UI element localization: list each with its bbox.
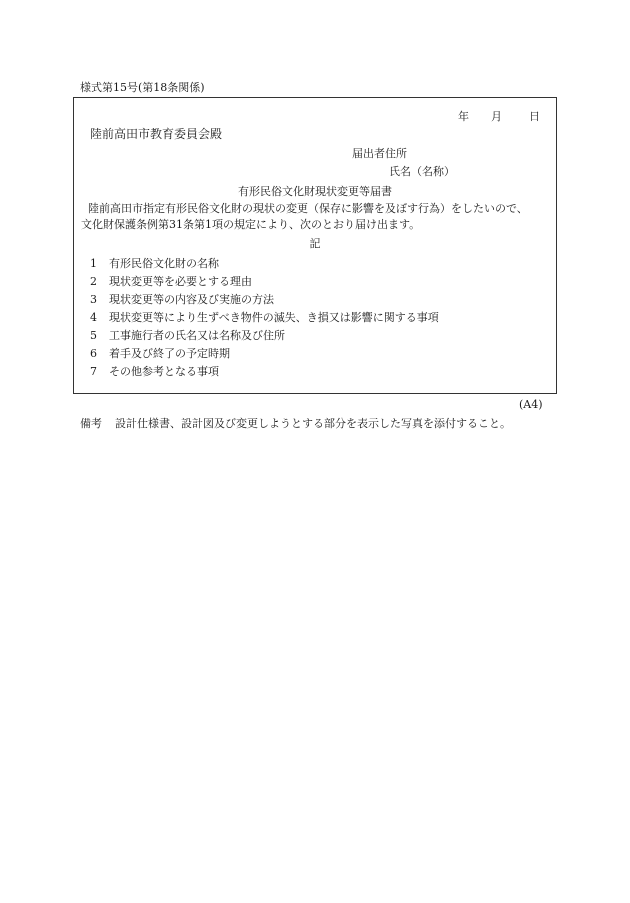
document-title: 有形民俗文化財現状変更等届書 bbox=[238, 185, 392, 198]
item-text: 現状変更等の内容及び実施の方法 bbox=[109, 293, 274, 306]
paper-size-note: (A4) bbox=[519, 398, 543, 411]
remarks-label: 備考 bbox=[80, 417, 102, 430]
date-day-label: 日 bbox=[529, 110, 540, 123]
body-text-line-1: 陸前高田市指定有形民俗文化財の現状の変更（保存に影響を及ぼす行為）をしたいので、 bbox=[88, 202, 528, 215]
list-item bbox=[90, 330, 285, 341]
item-number: 5 bbox=[90, 329, 97, 342]
item-text: 着手及び終了の予定時期 bbox=[109, 347, 230, 360]
addressee: 陸前高田市教育委員会殿 bbox=[90, 127, 223, 141]
item-text: その他参考となる事項 bbox=[109, 365, 219, 378]
notifier-address-label: 届出者住所 bbox=[352, 147, 407, 160]
form-number: 様式第15号(第18条関係) bbox=[80, 81, 205, 94]
item-number: 1 bbox=[90, 257, 97, 270]
remarks bbox=[80, 418, 511, 429]
list-item bbox=[90, 294, 274, 305]
date-month-label: 月 bbox=[491, 110, 502, 123]
body-text-line-2: 文化財保護条例第31条第1項の規定により、次のとおり届け出ます。 bbox=[81, 218, 421, 231]
item-number: 6 bbox=[90, 347, 97, 360]
list-item bbox=[90, 258, 219, 269]
item-number: 2 bbox=[90, 275, 97, 288]
date-year-label: 年 bbox=[458, 110, 469, 123]
item-number: 7 bbox=[90, 365, 97, 378]
item-number: 3 bbox=[90, 293, 97, 306]
remarks-text: 設計仕様書、設計図及び変更しようとする部分を表示した写真を添付すること。 bbox=[115, 417, 511, 430]
list-item bbox=[90, 276, 252, 287]
ki-heading: 記 bbox=[309, 237, 321, 250]
list-item bbox=[90, 348, 230, 359]
item-text: 現状変更等を必要とする理由 bbox=[109, 275, 252, 288]
item-number: 4 bbox=[90, 311, 97, 324]
item-text: 工事施行者の氏名又は名称及び住所 bbox=[109, 329, 285, 342]
list-item bbox=[90, 312, 439, 323]
list-item bbox=[90, 366, 219, 377]
notifier-name-label: 氏名（名称） bbox=[389, 165, 455, 178]
item-text: 現状変更等により生ずべき物件の滅失、き損又は影響に関する事項 bbox=[109, 311, 439, 324]
item-text: 有形民俗文化財の名称 bbox=[109, 257, 219, 270]
